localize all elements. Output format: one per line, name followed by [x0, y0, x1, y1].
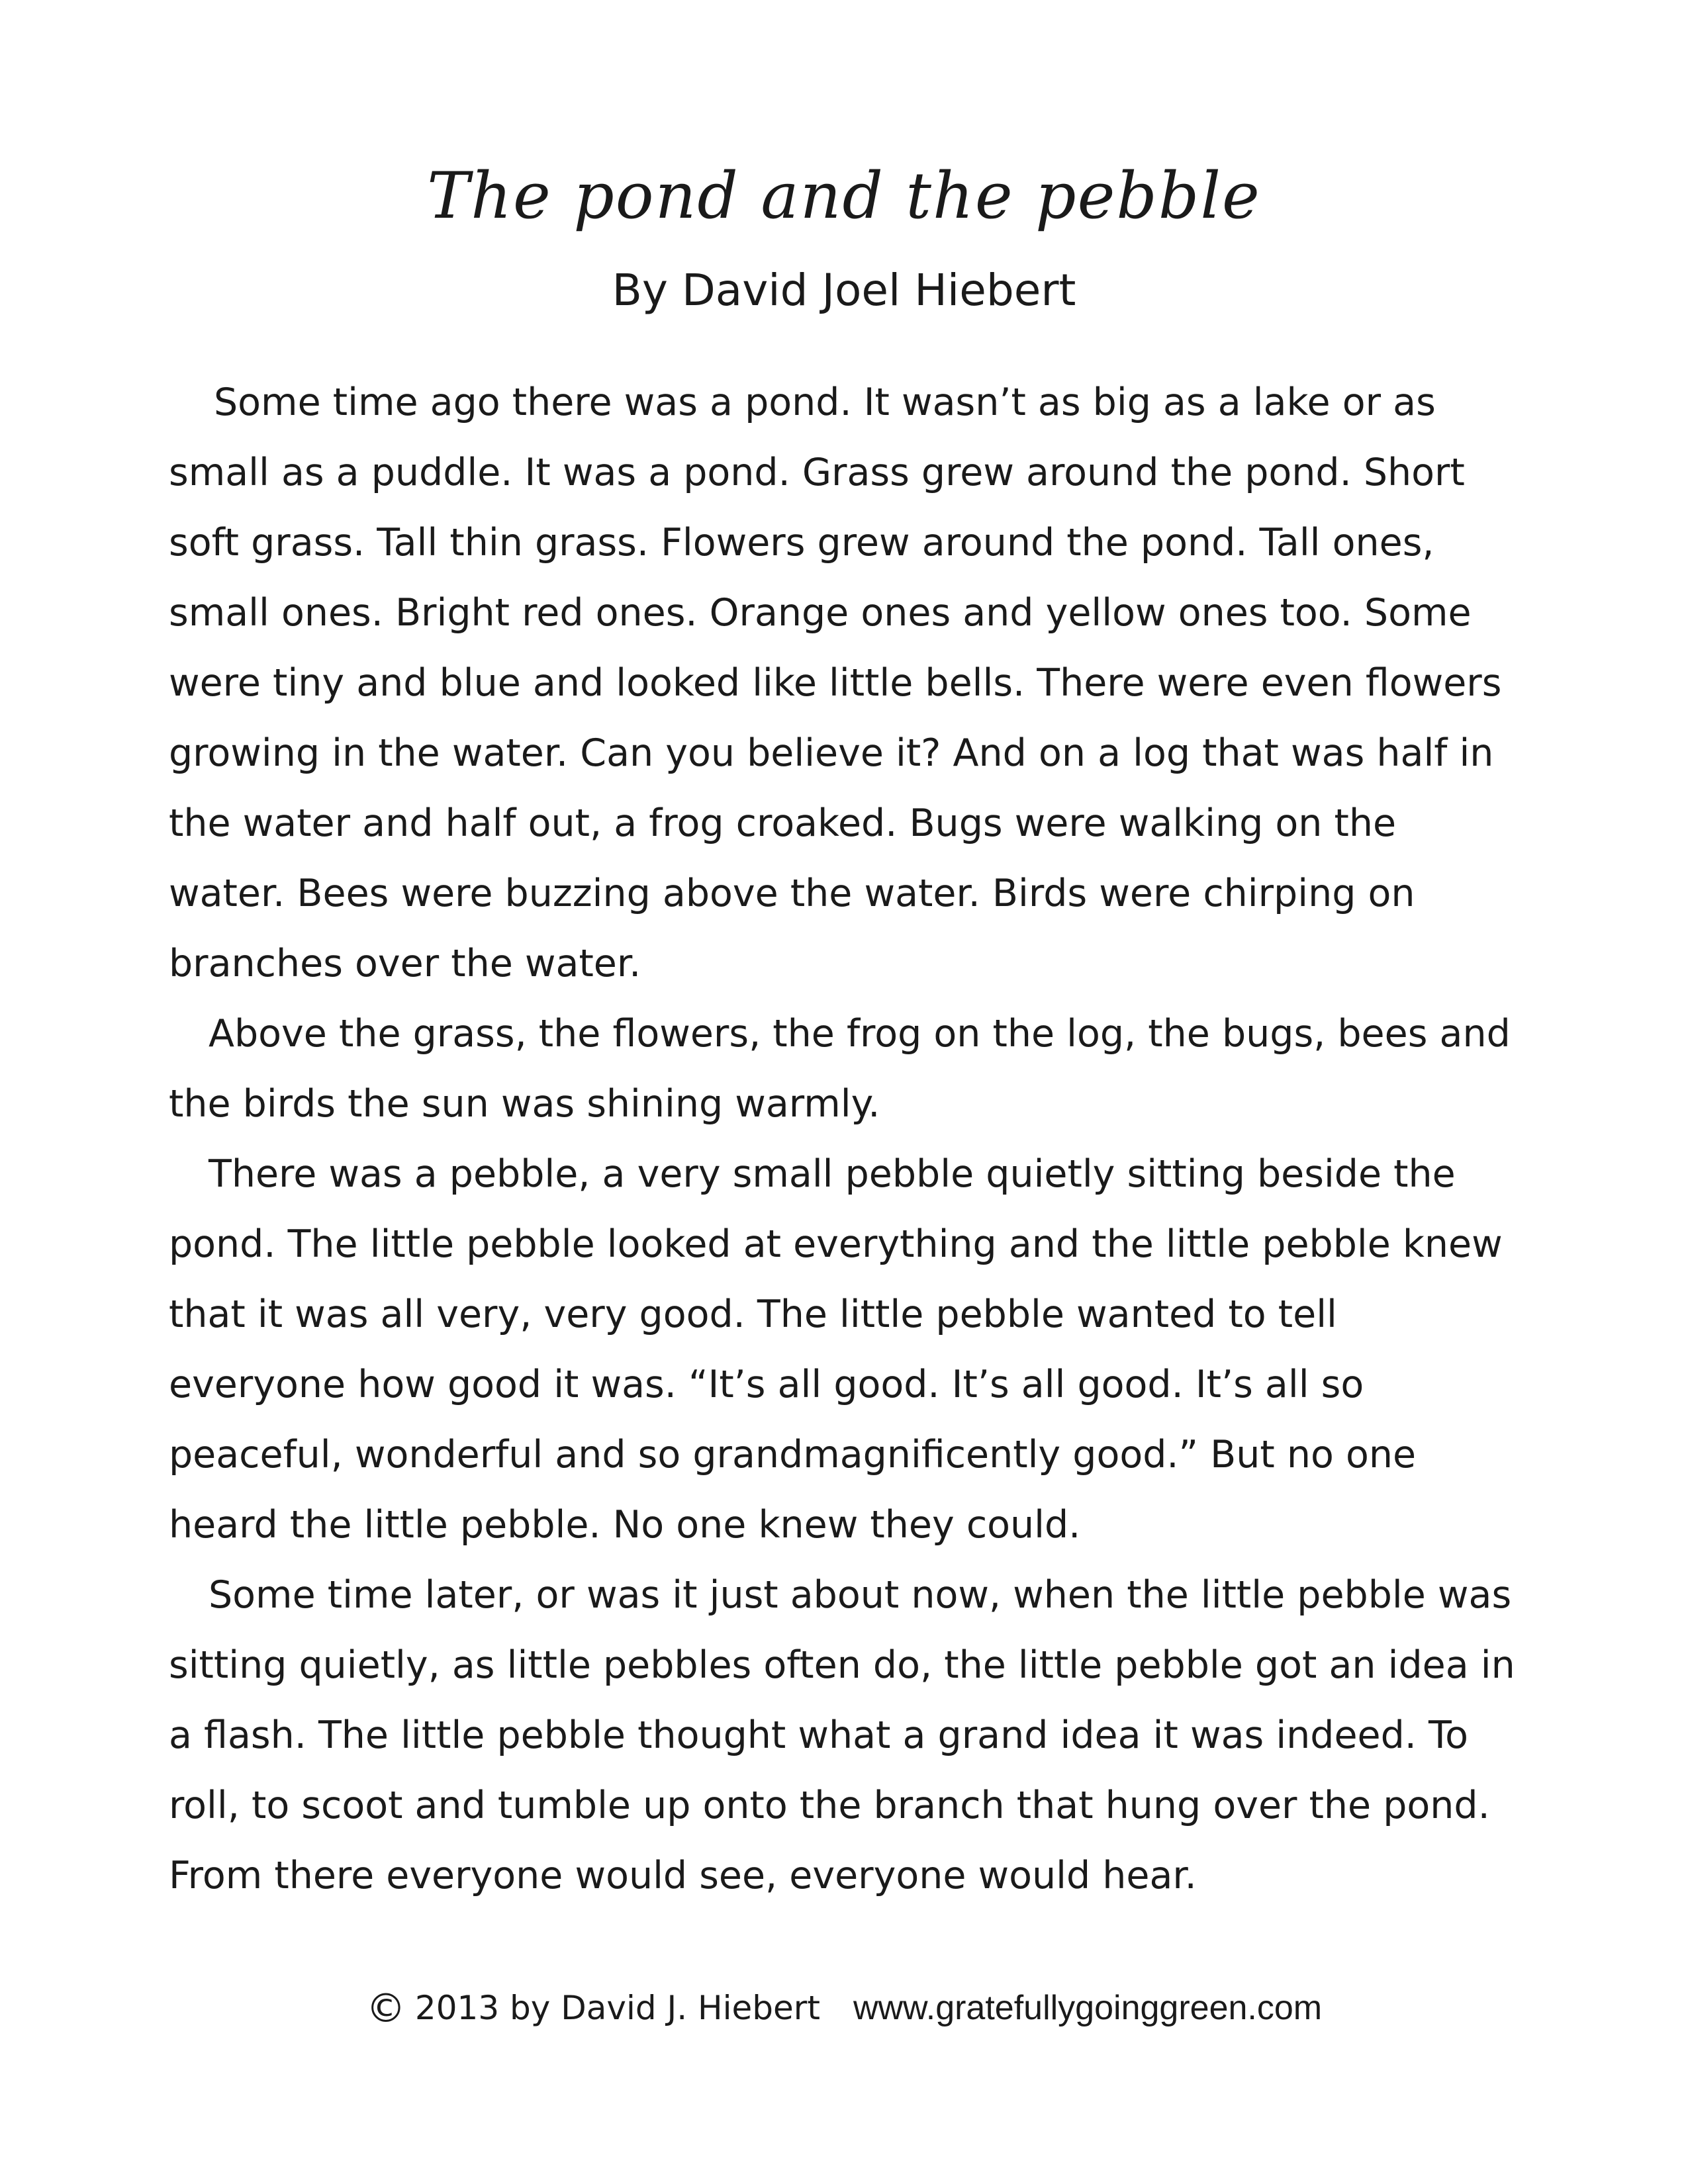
- story-body: [169, 367, 1519, 1911]
- author-byline: By David Joel Hiebert: [612, 265, 1076, 316]
- copyright-text: 2013 by David J. Hiebert: [414, 1989, 820, 2027]
- website-link[interactable]: www.gratefullygoinggreen.com: [853, 1989, 1323, 2027]
- story-paragraph: There was a pebble, a very small pebble quietly sitting beside the pond. The little pebble looked at everything and the little pebble knew that it was all very, very good. The little pebble wanted to tell everyone how good it was. “It’s all good. It’s all good. It’s all so peaceful, wonderful and so grandmagnificently good.” But no one heard the little pebble. No one knew they could.: [169, 1152, 1503, 1547]
- story-paragraph: Some time ago there was a pond. It wasn’t as big as a lake or as small as a puddle. It was a pond. Grass grew around the pond. Short soft grass. Tall thin grass. Flowers grew around the pond. Tall ones, small ones. Bright red ones. Orange ones and yellow ones too. Some were tiny and blue and looked like little bells. There were even flowers growing in the water. Can you believe it? And on a log that was half in the water and half out, a frog croaked. Bugs were walking on the water. Bees were buzzing above the water. Birds were chirping on branches over the water.: [169, 381, 1502, 985]
- story-paragraph: Above the grass, the flowers, the frog on the log, the bugs, bees and the birds the sun was shining warmly.: [169, 1012, 1511, 1126]
- copyright-icon: ©: [365, 1985, 406, 2032]
- story-paragraph: Some time later, or was it just about now, when the little pebble was sitting quietly, as little pebbles often do, the little pebble got an idea in a flash. The little pebble thought what a grand idea it was indeed. To roll, to scoot and tumble up onto the branch that hung over the pond. From there everyone would see, everyone would hear.: [169, 1573, 1515, 1897]
- page-footer: [0, 1985, 1688, 2032]
- story-title: The pond and the pebble: [427, 159, 1261, 233]
